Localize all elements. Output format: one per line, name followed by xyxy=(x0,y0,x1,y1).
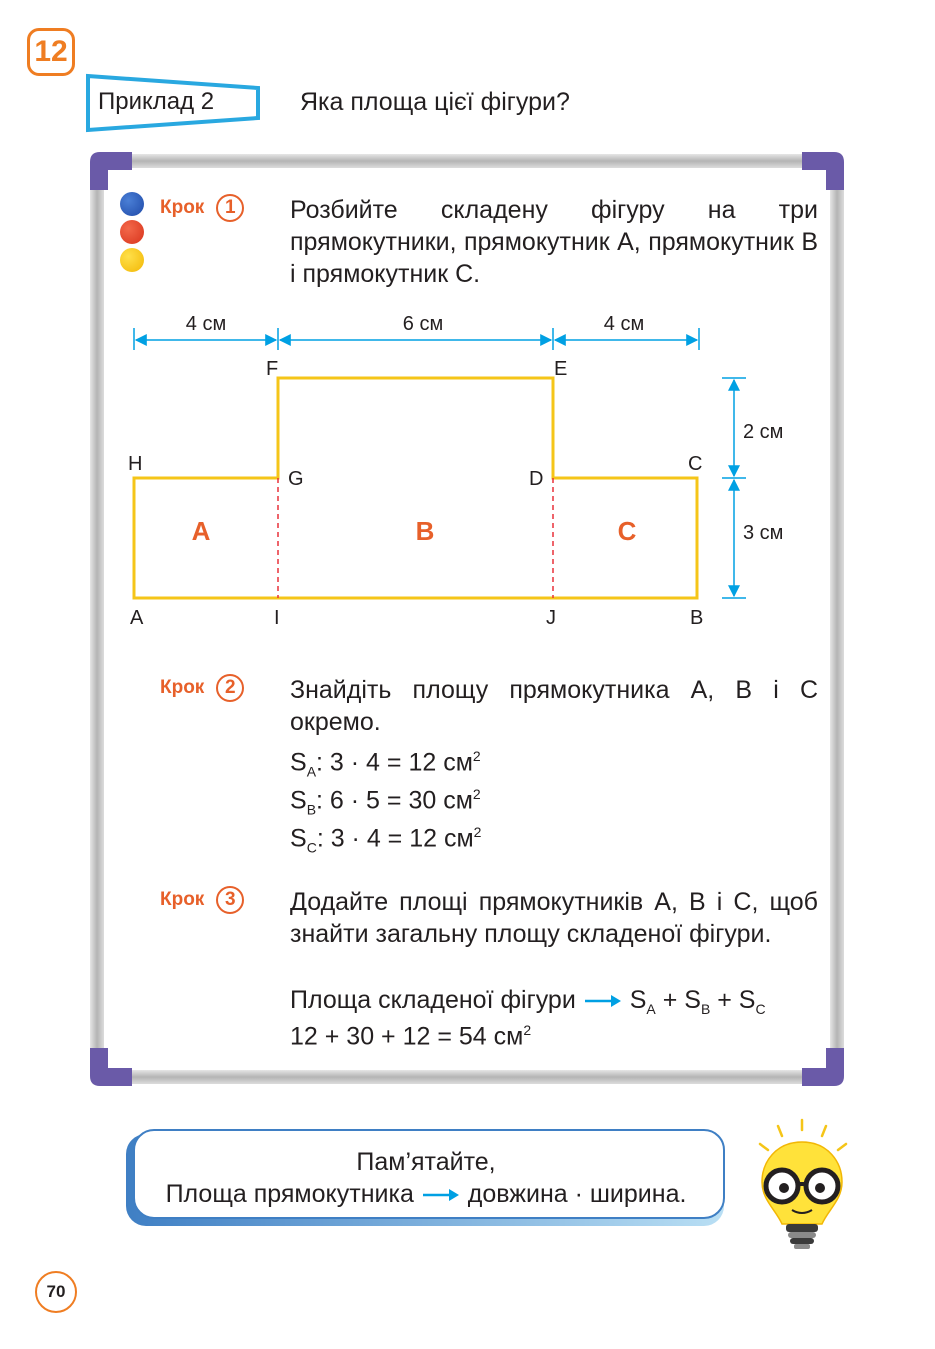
step-1-text: Розбийте складену фігуру на три прямокутники, прямокутник A, прямокутник B і прямокутник C. xyxy=(290,196,818,288)
remember-box-frame xyxy=(124,1128,728,1228)
page-number: 70 xyxy=(35,1271,77,1313)
question: Яка площа цієї фігури? xyxy=(300,88,570,116)
step-1-word: Крок xyxy=(160,197,205,218)
dim-top-1: 4 см xyxy=(185,313,227,335)
chapter-badge: 12 xyxy=(27,28,75,76)
area-b: $S_B$: 6 · 5 = 30 $см^2$ xyxy=(290,786,481,818)
point-i: I xyxy=(274,607,280,629)
arrow-icon xyxy=(421,1187,461,1203)
area-c: $S_C$: 3 · 4 = 12 $см^2$ xyxy=(290,824,482,856)
region-b: B xyxy=(415,516,435,546)
example-label xyxy=(86,72,264,134)
point-h: H xyxy=(128,453,143,475)
step-2-word: Крок xyxy=(160,677,205,698)
point-c: C xyxy=(688,453,703,475)
step-3-text: Додайте площі прямокутників A, B і C, щоб знайти загальну площу складеної фігури. xyxy=(290,888,818,948)
remember-line-2: Площа прямокутника довжина · ширина. xyxy=(165,1180,687,1208)
remember-line-1: Пам’ятайте, xyxy=(356,1148,496,1176)
dim-right-1: 2 см xyxy=(743,421,784,443)
dim-right-2: 3 см xyxy=(743,522,784,544)
arrow-icon xyxy=(583,993,623,1009)
dim-top-3: 4 см xyxy=(603,313,645,335)
point-a: A xyxy=(130,607,144,629)
point-f: F xyxy=(266,358,279,380)
composite-figure-diagram xyxy=(88,150,846,650)
step-3-word: Крок xyxy=(160,889,205,910)
step-2-number: 2 xyxy=(216,674,244,702)
remember-box xyxy=(124,1128,728,1228)
lightbulb-mascot-icon xyxy=(748,1118,858,1254)
composite-shape-outline xyxy=(134,378,697,598)
point-e: E xyxy=(554,358,568,380)
whiteboard xyxy=(88,150,846,1088)
region-a: A xyxy=(191,516,211,546)
total-sum: 12 + 30 + 12 = 54 $см^2$ xyxy=(290,1022,532,1051)
step-3-label xyxy=(160,886,244,914)
point-g: G xyxy=(288,468,304,490)
example-label-text: Приклад 2 xyxy=(98,88,215,115)
area-a: $S_A$: 3 · 4 = 12 $см^2$ xyxy=(290,748,481,780)
step-1-number: 1 xyxy=(216,194,244,222)
region-c: C xyxy=(617,516,637,546)
step-3-number: 3 xyxy=(216,886,244,914)
point-b: B xyxy=(690,607,704,629)
point-d: D xyxy=(529,468,544,490)
dim-top-2: 6 см xyxy=(402,313,444,335)
point-j: J xyxy=(546,607,556,629)
total-formula: Площа складеної фігури $S_A + S_B + S_C$ xyxy=(290,986,766,1017)
right-dimension-line xyxy=(722,378,746,598)
step-2-label xyxy=(160,674,244,702)
step-2-text: Знайдіть площу прямокутника A, B і C окремо. xyxy=(290,676,818,736)
